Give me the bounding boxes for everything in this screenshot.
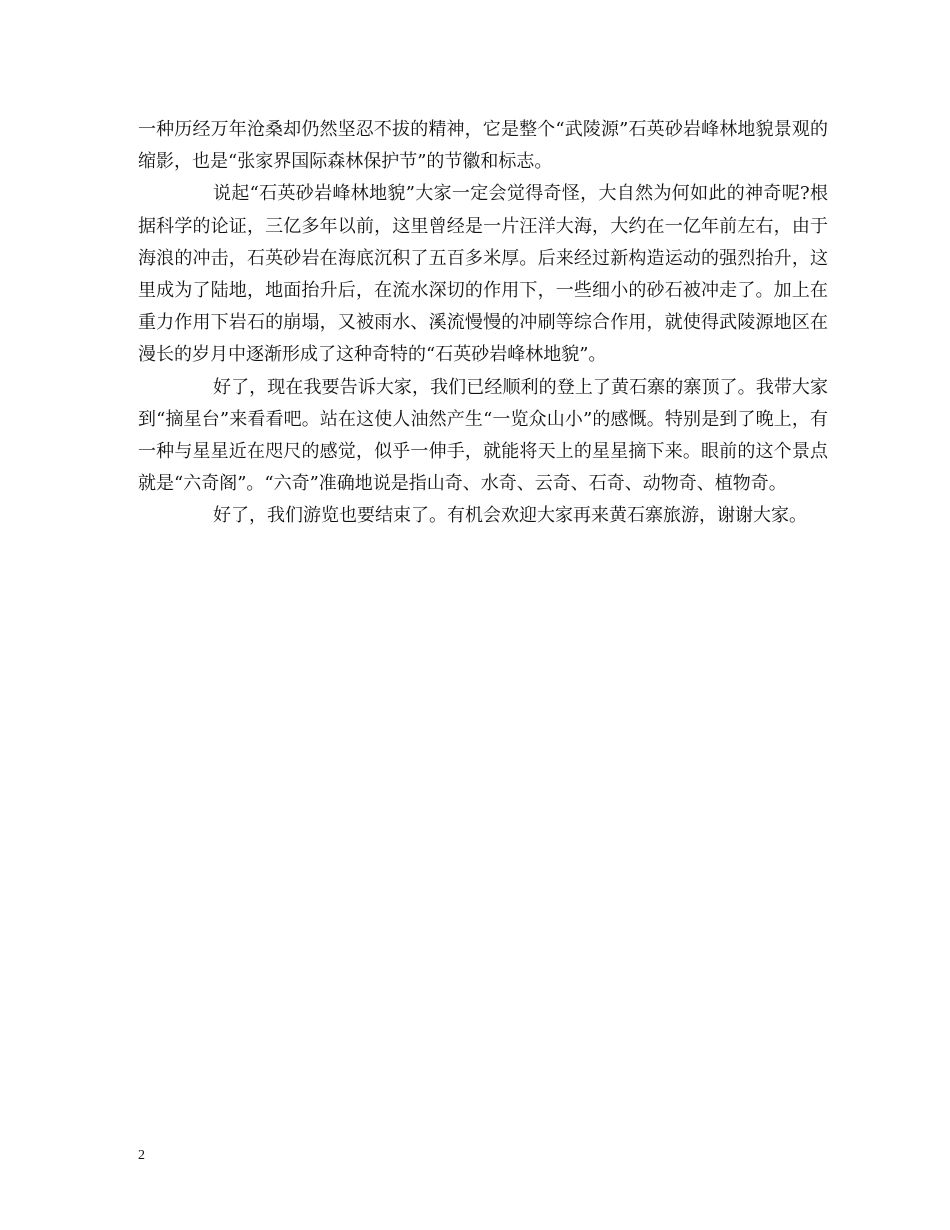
paragraph-2: 说起“石英砂岩峰林地貌”大家一定会觉得奇怪，大自然为何如此的神奇呢?根据科学的论证，三亿多年以前，这里曾经是一片汪洋大海，大约在一亿年前左右，由于海浪的冲击，石英砂岩在海底沉积了五百多米厚。后来经过新构造运动的强烈抬升，这里成为了陆地，地面抬升后，在流水深切的作用下，一些细小的砂石被冲走了。加上在重力作用下岩石的崩塌，又被雨水、溪流慢慢的冲刷等综合作用，就使得武陵源地区在漫长的岁月中逐渐形成了这种奇特的“石英砂岩峰林地貌”。 <box>138 183 828 366</box>
page-number: 2 <box>138 1148 145 1163</box>
paragraph-4: 好了，我们游览也要结束了。有机会欢迎大家再来黄石寨旅游，谢谢大家。 <box>213 505 807 527</box>
paragraph-3: 好了，现在我要告诉大家，我们已经顺利的登上了黄石寨的寨顶了。我带大家到“摘星台”来看看吧。站在这使人油然产生“一览众山小”的感慨。特别是到了晚上，有一种与星星近在咫尺的感觉，似乎一伸手，就能将天上的星星摘下来。眼前的这个景点就是“六奇阁”。“六奇”准确地说是指山奇、水奇、云奇、石奇、动物奇、植物奇。 <box>138 376 828 495</box>
body-text <box>138 114 828 533</box>
paragraph-1: 一种历经万年沧桑却仍然坚忍不拔的精神，它是整个“武陵源”石英砂岩峰林地貌景观的缩影，也是“张家界国际森林保护节”的节徽和标志。 <box>138 119 828 173</box>
